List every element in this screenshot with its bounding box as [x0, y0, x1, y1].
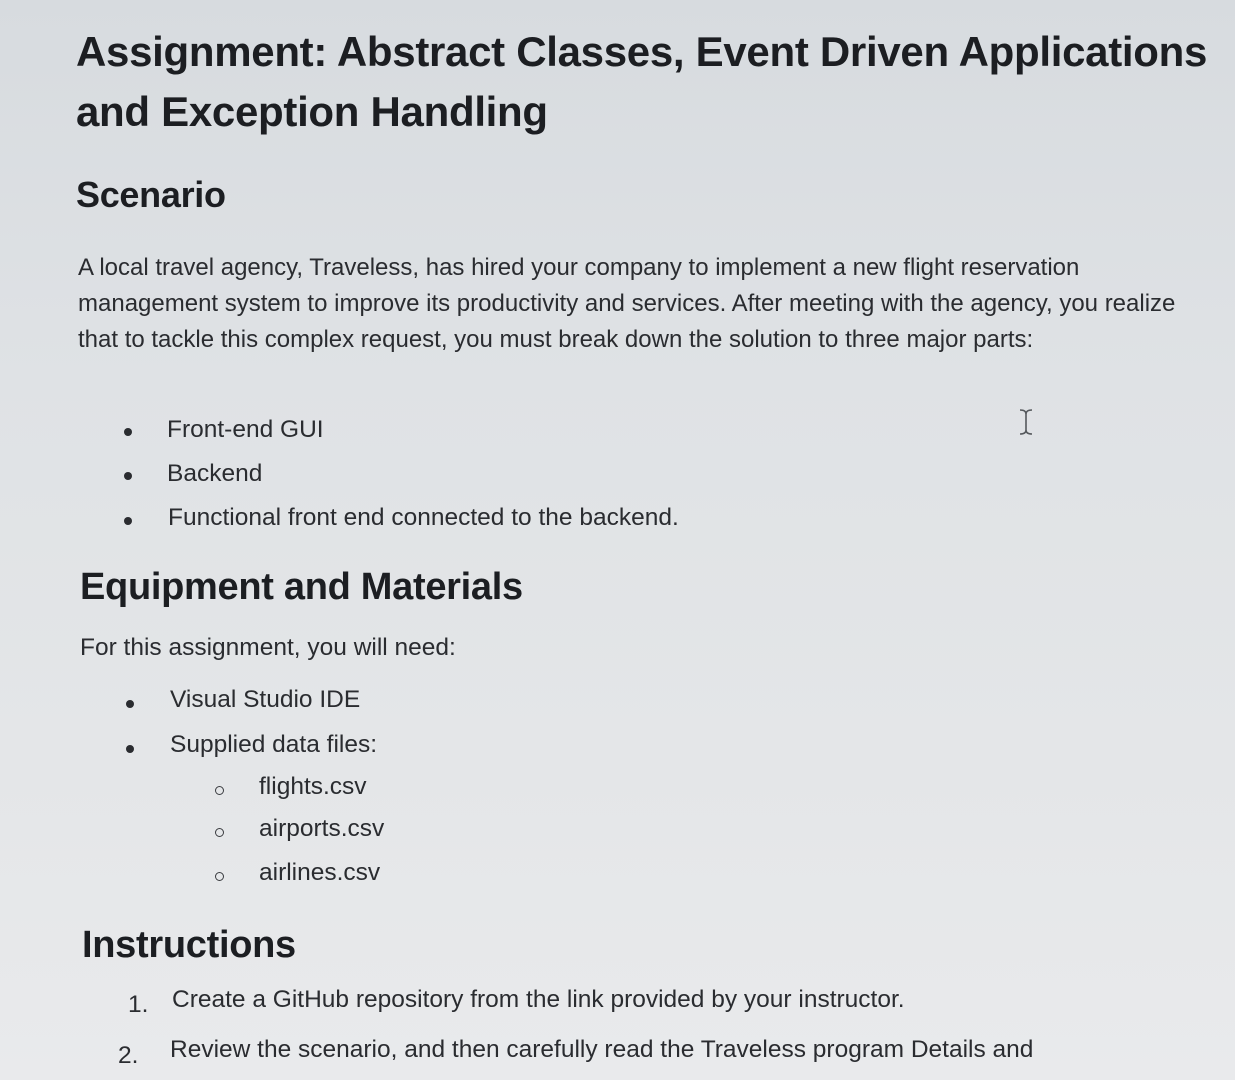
page-title-line-2: and Exception Handling — [76, 88, 548, 135]
step-text: Create a GitHub repository from the link provided by your instructor. — [172, 986, 905, 1013]
hollow-bullet-icon — [215, 828, 224, 837]
instructions-heading: Instructions — [82, 924, 296, 966]
hollow-bullet-icon — [215, 786, 224, 795]
equipment-item-2: Supplied data files: — [170, 731, 378, 758]
equipment-intro: For this assignment, you will need: — [80, 634, 456, 661]
bullet-icon — [124, 472, 132, 480]
data-file-3: airlines.csv — [259, 859, 381, 886]
step-text: Review the scenario, and then carefully read the Traveless program Details and — [170, 1036, 1034, 1063]
page-title-line-1: Assignment: Abstract Classes, Event Driven Applications — [76, 28, 1208, 75]
step-number: 1. — [128, 991, 149, 1018]
text-cursor-icon — [1018, 408, 1034, 436]
bullet-icon — [124, 428, 132, 436]
scenario-heading: Scenario — [76, 174, 226, 215]
scenario-part-2: Backend — [167, 460, 263, 487]
equipment-item-1: Visual Studio IDE — [170, 686, 361, 713]
scenario-part-3: Functional front end connected to the backend. — [168, 504, 679, 531]
step-number: 2. — [118, 1042, 139, 1069]
data-file-1: flights.csv — [259, 773, 367, 800]
bullet-icon — [126, 700, 134, 708]
bullet-icon — [124, 517, 132, 525]
equipment-heading: Equipment and Materials — [80, 566, 523, 608]
hollow-bullet-icon — [215, 872, 224, 881]
scenario-part-1: Front-end GUI — [167, 416, 324, 443]
bullet-icon — [126, 745, 134, 753]
scenario-paragraph: A local travel agency, Traveless, has hired your company to implement a new flight reservation management system to improve its productivity and services. After meeting with the agency, you realize that to tackle this complex request, you must break down the solution to three major parts: — [78, 254, 1176, 353]
data-file-2: airports.csv — [259, 815, 385, 842]
